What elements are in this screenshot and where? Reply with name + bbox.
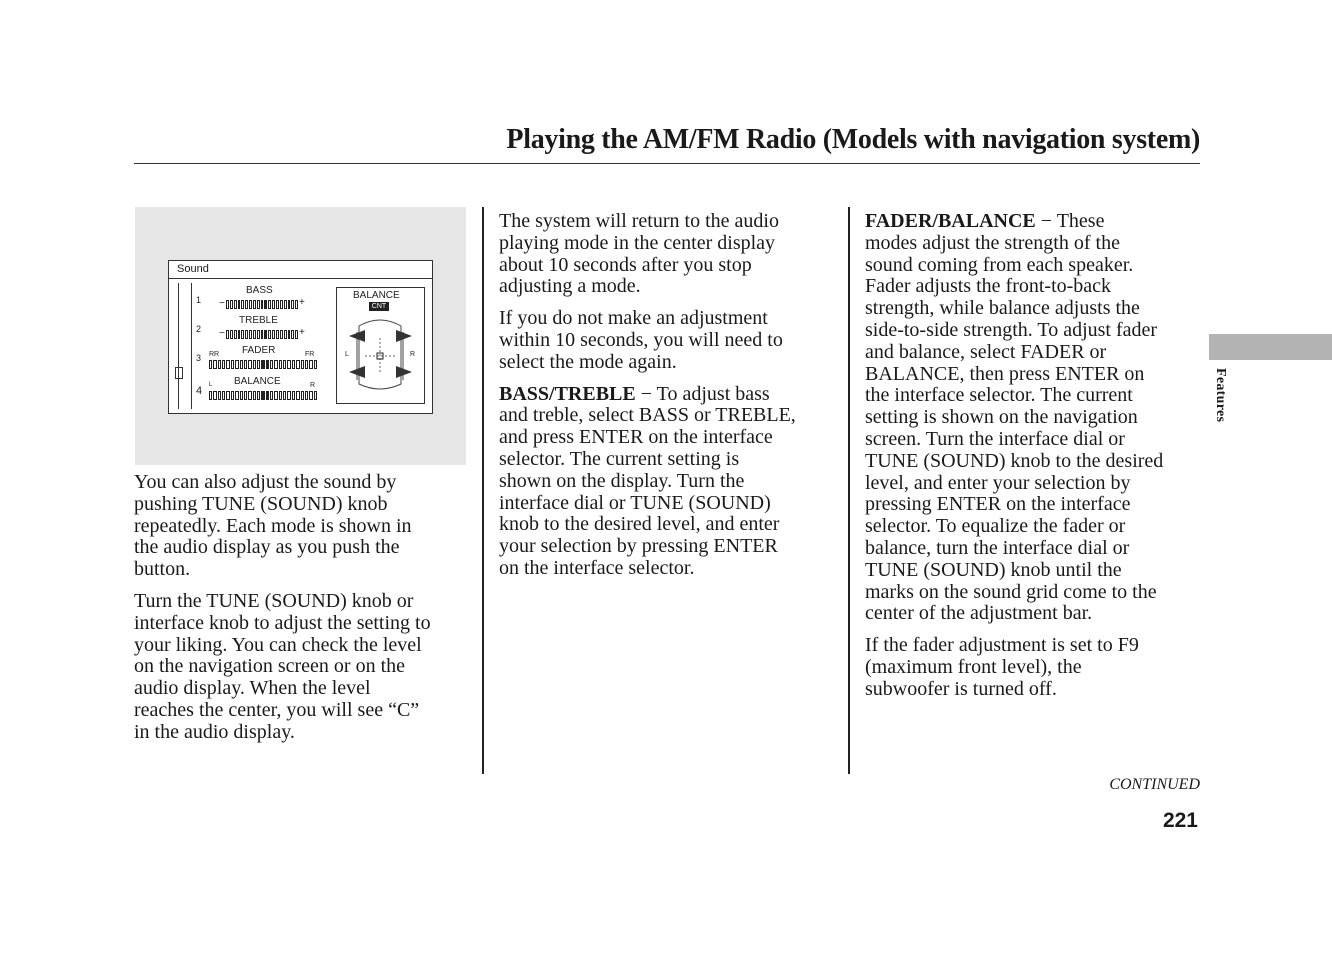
paragraph <box>499 384 844 580</box>
paragraph: If the fader adjustment is set to F9 (maximum front level), the subwoofer is turned off. <box>865 634 1139 700</box>
balance-panel <box>336 287 425 404</box>
screen-frame-line <box>178 283 179 409</box>
column-divider <box>482 207 484 774</box>
column-divider <box>848 207 850 774</box>
page-number: 221 <box>1162 809 1198 832</box>
dash: − <box>635 382 657 405</box>
section-tab-label: Features <box>1213 368 1228 423</box>
balance-panel-right: R <box>410 351 416 358</box>
row-number: 1 <box>196 295 202 305</box>
column-3 <box>865 211 1205 711</box>
car-speaker-icon <box>337 288 424 403</box>
paragraph-body: To adjust bass and treble, select BASS or TREBLE, and press ENTER on the interface selector. The current setting is shown on the display. Turn the interface dial or TUNE (SOUND) knob to the desired level, and enter your selection by pressing ENTER on the interface selector. <box>499 382 796 579</box>
page-title: Playing the AM/FM Radio (Models with navigation system) <box>506 124 1200 155</box>
row-number: 3 <box>196 353 202 363</box>
continued-label: CONTINUED <box>1109 776 1200 793</box>
row-number: 4 <box>196 385 203 397</box>
balance-label: BALANCE <box>234 376 281 387</box>
paragraph: You can also adjust the sound by pushing TUNE (SOUND) knob repeatedly. Each mode is shown in the audio display as you push the button. <box>134 471 412 581</box>
paragraph: The system will return to the audio playing mode in the center display about 10 seconds after you stop adjusting a mode. <box>499 210 779 298</box>
screen-frame-line <box>191 283 192 409</box>
column-1 <box>134 472 474 754</box>
fader-bar <box>209 360 317 369</box>
screen-title: Sound <box>169 261 432 279</box>
balance-left: L <box>209 382 213 388</box>
bass-plus: + <box>299 297 305 308</box>
balance-right: R <box>310 382 316 389</box>
dash: − <box>1035 210 1057 232</box>
paragraph <box>865 211 1205 625</box>
column-2 <box>499 211 844 590</box>
fader-balance-heading: FADER/BALANCE <box>865 210 1036 232</box>
treble-bar <box>226 330 298 339</box>
section-tab-marker <box>1209 334 1332 360</box>
fader-front: FR <box>305 351 315 358</box>
fader-label: FADER <box>242 345 276 356</box>
bass-treble-heading: BASS/TREBLE <box>499 382 636 405</box>
bass-bar <box>226 300 298 309</box>
paragraph: If you do not make an adjustment within 10 seconds, you will need to select the mode again. <box>499 307 783 373</box>
paragraph-body: These modes adjust the strength of the sound coming from each speaker. Fader adjusts the front-to-back strength, while balance adjusts the side-to-side strength. To adjust fader and balance, select FADER or BALANCE, then press ENTER on the interface selector. The current setting is shown on the navigation screen. Turn the interface dial or TUNE (SOUND) knob to the desired level, and enter your selection by pressing ENTER on the interface selector. To equalize the fader or balance, turn the interface dial or TUNE (SOUND) knob until the marks on the sound grid come to the center of the adjustment bar. <box>865 210 1164 625</box>
title-divider <box>134 163 1200 164</box>
scrollbar-handle <box>175 367 183 379</box>
row-number: 2 <box>196 324 202 334</box>
balance-panel-label: BALANCE <box>353 290 400 301</box>
treble-plus: + <box>299 327 305 338</box>
bass-label: BASS <box>246 285 273 296</box>
bass-minus: − <box>219 298 225 309</box>
treble-label: TREBLE <box>239 315 278 326</box>
center-badge: CNT <box>369 302 389 311</box>
paragraph: Turn the TUNE (SOUND) knob or interface knob to adjust the setting to your liking. You can check the level on the navigation screen or on the audio display. When the level reaches the center, you will see “C” in the audio display. <box>134 589 431 743</box>
sound-screen-illustration <box>168 260 433 414</box>
balance-panel-left: L <box>345 351 349 358</box>
balance-bar <box>209 391 317 400</box>
fader-rear: RR <box>209 351 220 358</box>
treble-minus: − <box>219 328 225 339</box>
